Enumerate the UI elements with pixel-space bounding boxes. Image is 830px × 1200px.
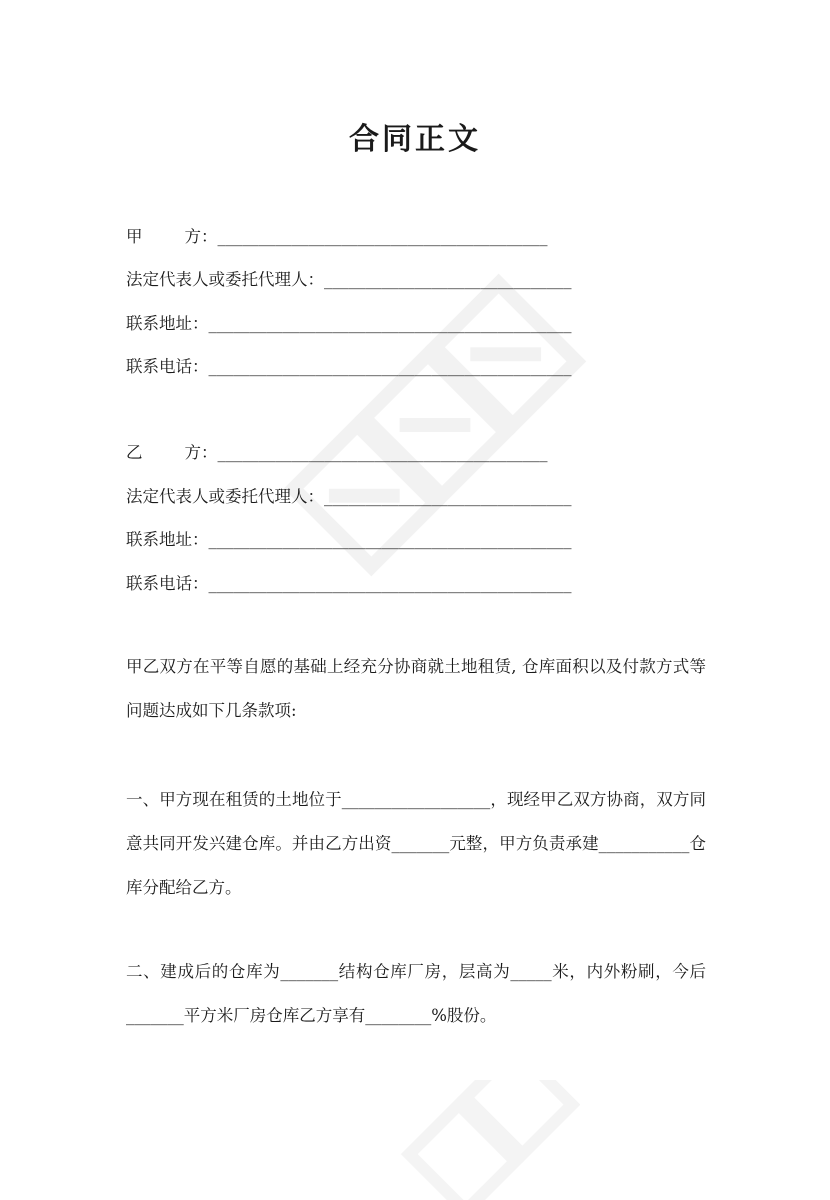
party-a-address: 联系地址：____________________________________________ (126, 314, 572, 333)
party-a-name: 甲 方：________________________________________ (126, 227, 548, 246)
intro-paragraph: 甲乙双方在平等自愿的基础上经充分协商就土地租赁, 仓库面积以及付款方式等问题达成如下几条款项: (126, 657, 706, 720)
clause-2: 二、建成后的仓库为_______结构仓库厂房，层高为_____米，内外粉刷，今后_______平方米厂房仓库乙方享有________%股份。 (126, 962, 706, 1025)
party-b-name: 乙 方：________________________________________ (126, 443, 548, 462)
page-title: 合同正文 (349, 122, 481, 157)
party-b-representative: 法定代表人或委托代理人：______________________________ (126, 487, 572, 506)
party-a-phone: 联系电话：____________________________________________ (126, 357, 572, 376)
party-b-phone: 联系电话：____________________________________________ (126, 574, 572, 593)
watermark-logo-bottom (380, 1080, 580, 1200)
party-b-address: 联系地址：____________________________________________ (126, 530, 572, 549)
clause-1: 一、甲方现在租赁的土地位于__________________，现经甲乙双方协商，双方同意共同开发兴建仓库。并由乙方出资_______元整，甲方负责承建___________仓库分配给乙方。 (126, 790, 706, 897)
party-a-representative: 法定代表人或委托代理人：______________________________ (126, 270, 572, 289)
